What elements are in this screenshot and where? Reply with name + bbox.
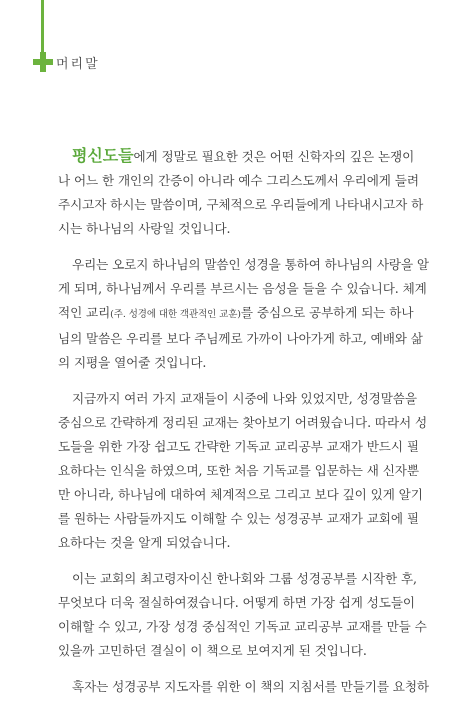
paragraph-line: 주시고자 하시는 말씀이며, 구체적으로 우리들에게 나타내시고자 하	[58, 197, 424, 212]
footnote-inline: (주. 성경에 대한 객관적인 교훈)	[110, 309, 241, 320]
paragraph-line: 에게 정말로 필요한 것은 어떤 신학자의 깊은 논쟁이	[133, 149, 415, 164]
paragraph-4	[58, 567, 427, 663]
paragraph-line: 시는 하나님의 사랑일 것입니다.	[58, 221, 231, 236]
paragraph-line: 를 중심으로 공부하게 되는 하나	[240, 305, 414, 320]
paragraph-line: 있을까 고민하던 결실이 이 책으로 보여지게 된 것입니다.	[58, 643, 367, 658]
lead-word: 평신도들	[72, 146, 134, 165]
paragraph-line: 적인 교리	[58, 305, 111, 320]
paragraph-line: 요하다는 것을 알게 되었습니다.	[58, 535, 231, 550]
paragraph-line: 나 어느 한 개인의 간증이 아니라 예수 그리스도께서 우리에게 들려	[58, 173, 419, 188]
paragraph-line: 만 아니라, 하나님에 대하여 체계적으로 그리고 보다 깊이 있게 알기	[58, 487, 423, 502]
paragraph-line: 무엇보다 더욱 절실하여졌습니다. 어떻게 하면 가장 쉽게 성도들이	[58, 595, 415, 610]
paragraph-line: 이는 교회의 최고령자이신 한나회와 그룹 성경공부를 시작한 후,	[72, 571, 417, 586]
paragraph-3	[58, 387, 428, 555]
paragraph-line: 게 되며, 하나님께서 우리를 부르시는 음성을 들을 수 있습니다. 체계	[58, 281, 427, 296]
paragraph-line: 요하다는 인식을 하였으며, 또한 처음 기독교를 입문하는 새 신자뿐	[58, 463, 419, 478]
paragraph-line: 이해할 수 있고, 가장 성경 중심적인 기독교 교리공부 교재를 만들 수	[58, 619, 427, 634]
paragraph-line: 혹자는 성경공부 지도자를 위한 이 책의 지침서를 만들기를 요청하	[72, 679, 429, 694]
preface-body	[58, 144, 429, 711]
paragraph-5	[58, 675, 429, 699]
paragraph-line: 지금까지 여러 가지 교재들이 시중에 나와 있었지만, 성경말씀을	[72, 391, 417, 406]
paragraph-line: 를 원하는 사람들까지도 이해할 수 있는 성경공부 교재가 교회에 필	[58, 511, 419, 526]
plus-icon	[33, 52, 53, 72]
paragraph-line: 님의 말씀은 우리를 보다 주님께로 가까이 나아가게 하고, 예배와 삶	[58, 331, 423, 346]
paragraph-1	[58, 144, 424, 241]
paragraph-line: 중심으로 간략하게 정리된 교재는 찾아보기 어려웠습니다. 따라서 성	[58, 415, 428, 430]
paragraph-2	[58, 253, 429, 375]
paragraph-line: 우리는 오로지 하나님의 말씀인 성경을 통하여 하나님의 사랑을 알	[72, 257, 429, 272]
section-title: 머리말	[56, 57, 100, 72]
paragraph-line: 의 지평을 열어줄 것입니다.	[58, 355, 207, 370]
paragraph-line: 도들을 위한 가장 쉽고도 간략한 기독교 교리공부 교재가 반드시 필	[58, 439, 419, 454]
